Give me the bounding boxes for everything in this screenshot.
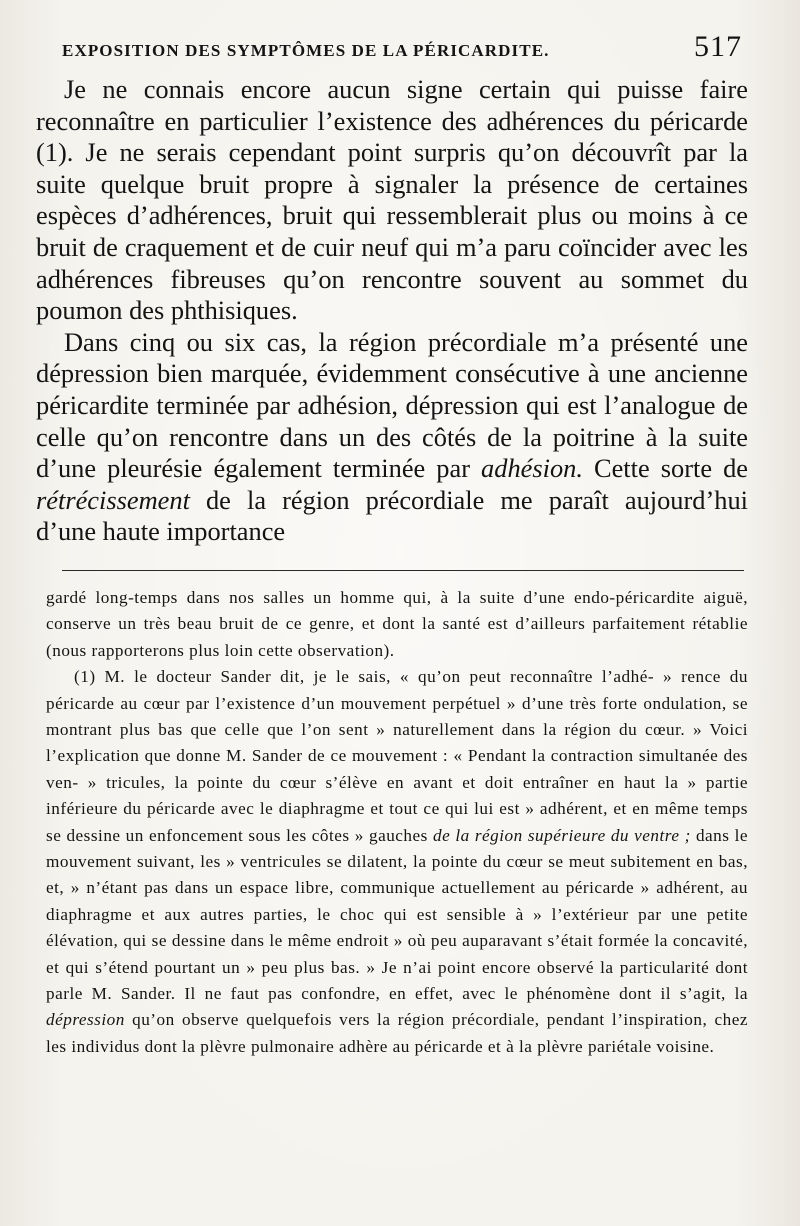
- paragraph-2-text-a: Dans cinq ou six cas, la région précordiale m’a présenté une dépression bien marquée, évidemment consécutive à une ancienne péricardite terminée par adhésion, dépression qui est l’analogue de celle qu’on rencontre dans un des côtés de la poitrine à la suite d’une pleurésie également terminée par: [36, 326, 748, 484]
- paragraph-2-text-c: de la région précordiale me paraît aujourd’hui d’une haute importance: [36, 484, 748, 547]
- page-number: 517: [694, 30, 742, 63]
- footnote-1-italic-depression: dépression: [46, 1010, 125, 1030]
- footnote-1: [46, 664, 748, 1060]
- footnotes: [46, 585, 748, 1060]
- footnote-1-italic-region: de la région supérieure du ventre ;: [432, 825, 691, 845]
- footnote-continuation: gardé long-temps dans nos salles un homme qui, à la suite d’une endo-péricardite aiguë, conserve un très beau bruit de ce genre, et dont la santé est d’ailleurs parfaitement rétablie (nous rapporterons plus loin cette observation).: [46, 587, 748, 660]
- main-text: [36, 74, 748, 548]
- footnote-1-text-b: dans le mouvement suivant, les » ventricules se dilatent, la pointe du cœur se meut subitement en bas, et, » n’étant pas dans un espace libre, communique actuellement au péricarde » adhérent, au diaphragme et aux autres parties, le choc qui est sensible à » l’extérieur par une petite élévation, qui se dessine dans le même endroit » où peu auparavant s’était formée la concavité, et qui s’étend pourtant un » peu plus bas. » Je n’ai point encore observé la particularité dont parle M. Sander. Il ne faut pas confondre, en effet, avec le phénomène dont il s’agit, la: [46, 825, 748, 1003]
- paragraph-1: Je ne connais encore aucun signe certain qui puisse faire reconnaître en particulier l’existence des adhérences du péricarde (1). Je ne serais cependant point surpris qu’on découvrît par la suite quelque bruit propre à signaler la présence de certaines espèces d’adhérences, bruit qui ressemblerait plus ou moins à ce bruit de craquement et de cuir neuf qui m’a paru coïncider avec les adhérences fibreuses qu’on rencontre souvent au sommet du poumon des phthisiques.: [36, 74, 748, 326]
- paragraph-2-italic-adhesion: adhésion.: [481, 453, 583, 484]
- paragraph-2: [36, 327, 748, 548]
- paragraph-2-text-b: Cette sorte de: [582, 453, 748, 484]
- footnote-1-text-a: (1) M. le docteur Sander dit, je le sais, « qu’on peut reconnaître l’adhé- » rence du péricarde au cœur par l’existence d’un mouvement perpétuel » d’une très forte ondulation, se montrant plus bas que celle que l’on sent » naturellement dans la région du cœur. » Voici l’explication que donne M. Sander de ce mouvement : « Pendant la contraction simultanée des ven- » tricules, la pointe du cœur s’élève en avant et doit entraîner en haut la » partie inférieure du péricarde avec le diaphragme et tout ce qui lui est » adhérent, et en même temps se dessine un enfoncement sous les côtes » gauches: [46, 667, 748, 845]
- footnote-rule: [62, 570, 744, 571]
- paragraph-2-italic-retrecissement: rétrécissement: [36, 484, 190, 515]
- running-head: EXPOSITION DES SYMPTÔMES DE LA PÉRICARDITE.: [62, 41, 550, 60]
- footnote-1-text-c: qu’on observe quelquefois vers la région précordiale, pendant l’inspiration, chez les individus dont la plèvre pulmonaire adhère au péricarde et à la plèvre pariétale voisine.: [46, 1010, 748, 1056]
- page-header: [62, 30, 742, 74]
